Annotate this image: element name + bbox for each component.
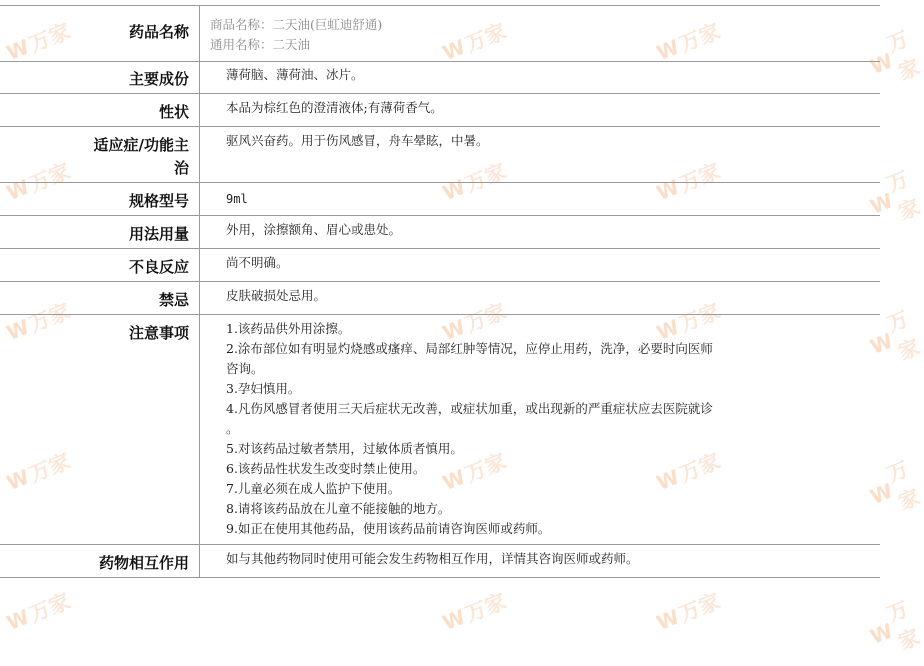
label-cell bbox=[0, 61, 200, 93]
watermark-logo: W 万家 bbox=[3, 18, 74, 66]
watermark-logo: W 万家 bbox=[439, 448, 510, 496]
watermark-logo: W 万家 bbox=[653, 298, 724, 346]
watermark-logo: W 万家 bbox=[866, 456, 924, 515]
appearance-value: 本品为棕红色的澄清液体;有薄荷香气。 bbox=[226, 100, 443, 115]
drug-interactions-value: 如与其他药物同时使用可能会发生药物相互作用，详情其咨询医师或药师。 bbox=[226, 551, 639, 566]
trade-name: 商品名称：二天油(巨虹迪舒通) bbox=[210, 17, 383, 32]
watermark-logo: W 万家 bbox=[653, 18, 724, 66]
precaution-line: 4.凡伤风感冒者使用三天后症状无改善，或症状加重，或出现新的严重症状应去医院就诊 bbox=[226, 401, 713, 416]
indications-value: 驱风兴奋药。用于伤风感冒，舟车晕眩，中暑。 bbox=[226, 133, 489, 148]
watermark-logo: W 万家 bbox=[3, 448, 74, 496]
watermark-logo: W 万家 bbox=[439, 298, 510, 346]
label-drug-interactions: 药物相互作用 bbox=[98, 554, 189, 572]
precaution-line: 。 bbox=[226, 421, 239, 436]
usage-value: 外用，涂擦额角、眉心或患处。 bbox=[226, 222, 402, 237]
precaution-line: 9.如正在使用其他药品，使用该药品前请咨询医师或药师。 bbox=[226, 521, 551, 536]
precaution-line: 1.该药品供外用涂擦。 bbox=[226, 321, 351, 336]
label-indications-line1: 适应症/功能主 bbox=[93, 136, 189, 154]
watermark-logo: W 万家 bbox=[653, 588, 724, 636]
label-cell bbox=[0, 282, 200, 314]
watermark-logo: W 万家 bbox=[439, 588, 510, 636]
watermark-logo: W 万家 bbox=[866, 306, 924, 365]
label-contraindications: 禁忌 bbox=[158, 291, 189, 309]
label-cell bbox=[0, 183, 200, 215]
precaution-line: 3.孕妇慎用。 bbox=[226, 381, 301, 396]
ingredients-value: 薄荷脑、薄荷油、冰片。 bbox=[226, 67, 364, 82]
label-indications-line2: 治 bbox=[173, 159, 189, 177]
adverse-reactions-value: 尚不明确。 bbox=[226, 255, 289, 270]
row-usage bbox=[0, 216, 880, 249]
label-ingredients: 主要成份 bbox=[128, 70, 189, 88]
row-indications bbox=[0, 127, 880, 183]
precaution-line: 8.请将该药品放在儿童不能接触的地方。 bbox=[226, 501, 451, 516]
label-cell bbox=[0, 545, 200, 577]
label-cell bbox=[0, 6, 200, 61]
label-drug-name: 药品名称 bbox=[128, 23, 189, 41]
precaution-line: 7.儿童必须在成人监护下使用。 bbox=[226, 481, 401, 496]
precaution-line: 咨询。 bbox=[226, 361, 264, 376]
contraindications-value: 皮肤破损处忌用。 bbox=[226, 288, 327, 303]
label-cell bbox=[0, 249, 200, 281]
row-drug-interactions bbox=[0, 545, 880, 578]
watermark-logo: W 万家 bbox=[866, 596, 924, 655]
row-precautions bbox=[0, 315, 880, 545]
watermark-logo: W 万家 bbox=[3, 158, 74, 206]
precaution-line: 2.涂布部位如有明显灼烧感或瘙痒、局部红肿等情况，应停止用药，洗净，必要时向医师 bbox=[226, 341, 713, 356]
row-adverse-reactions bbox=[0, 249, 880, 282]
watermark-logo: W 万家 bbox=[439, 158, 510, 206]
precaution-line: 6.该药品性状发生改变时禁止使用。 bbox=[226, 461, 426, 476]
row-spec bbox=[0, 183, 880, 216]
label-adverse-reactions: 不良反应 bbox=[128, 258, 189, 276]
label-precautions: 注意事项 bbox=[128, 324, 189, 342]
label-usage: 用法用量 bbox=[128, 225, 189, 243]
row-contraindications bbox=[0, 282, 880, 315]
watermark-logo: W 万家 bbox=[866, 26, 924, 85]
row-drug-name bbox=[0, 5, 880, 62]
spec-value: 9ml bbox=[226, 192, 248, 206]
label-cell bbox=[0, 94, 200, 126]
watermark-logo: W 万家 bbox=[653, 158, 724, 206]
row-ingredients bbox=[0, 61, 880, 94]
watermark-logo: W 万家 bbox=[3, 298, 74, 346]
watermark-logo: W 万家 bbox=[3, 588, 74, 636]
precautions-list bbox=[226, 319, 713, 539]
label-cell bbox=[0, 127, 200, 182]
label-spec: 规格型号 bbox=[128, 192, 189, 210]
watermark-logo: W 万家 bbox=[866, 166, 924, 225]
precaution-line: 5.对该药品过敏者禁用，过敏体质者慎用。 bbox=[226, 441, 463, 456]
label-cell bbox=[0, 216, 200, 248]
generic-name: 通用名称：二天油 bbox=[210, 37, 311, 52]
row-appearance bbox=[0, 94, 880, 127]
watermark-logo: W 万家 bbox=[439, 18, 510, 66]
watermark-logo: W 万家 bbox=[653, 448, 724, 496]
label-cell bbox=[0, 315, 200, 544]
label-appearance: 性状 bbox=[158, 103, 189, 121]
